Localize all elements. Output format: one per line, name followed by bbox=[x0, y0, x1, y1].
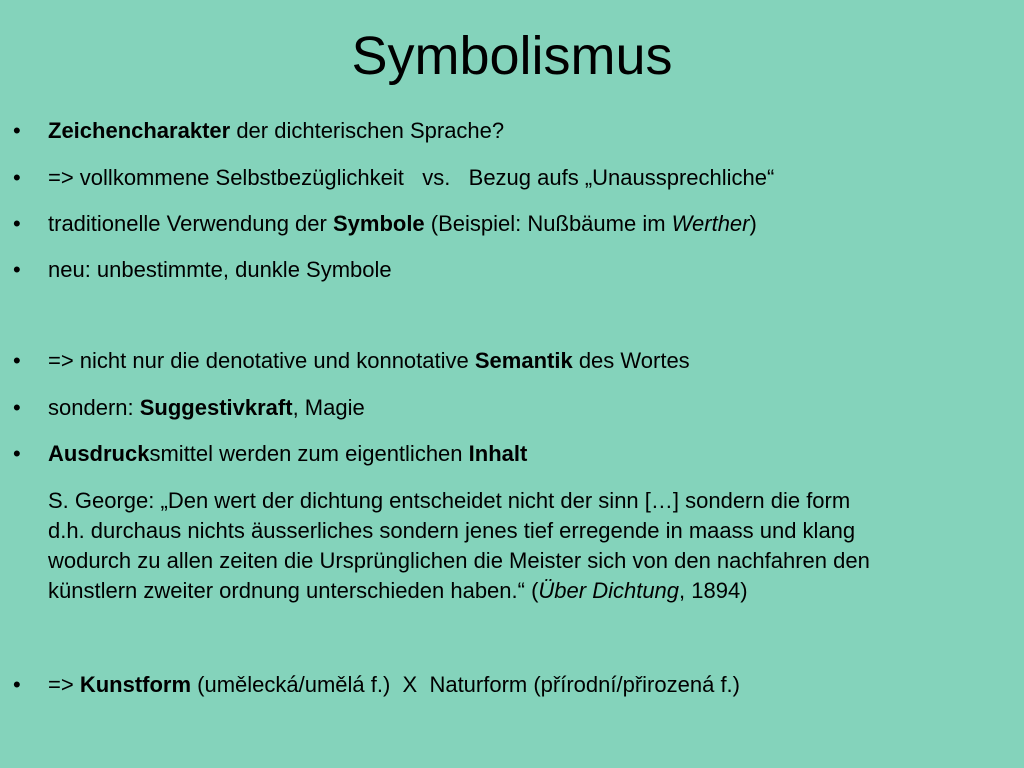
quote-line: d.h. durchaus nichts äusserliches sondern jenes tief erregende in maass und klang bbox=[48, 518, 856, 543]
bullet-text: smittel werden zum eigentlichen bbox=[149, 441, 469, 466]
bullet-marker: • bbox=[13, 165, 21, 190]
bullet-text-bold: Inhalt bbox=[468, 441, 528, 466]
bullet-text-italic: Werther bbox=[671, 211, 750, 236]
bullet-item bbox=[13, 116, 1008, 146]
bullet-text: traditionelle Verwendung der bbox=[48, 211, 333, 236]
bullet-marker: • bbox=[13, 441, 21, 466]
bullet-text-bold: Symbole bbox=[332, 211, 425, 236]
bullet-item bbox=[13, 393, 1008, 423]
bullet-marker: • bbox=[13, 395, 21, 420]
bullet-text: => nicht nur die denotative und konnotative bbox=[48, 348, 475, 373]
quote-text: , 1894) bbox=[679, 578, 748, 603]
bullet-marker: • bbox=[13, 348, 21, 373]
bullet-text-bold: Semantik bbox=[474, 348, 573, 373]
bullet-text: => vollkommene Selbstbezüglichkeit vs. Bezug aufs „Unaussprechliche“ bbox=[48, 165, 775, 190]
bullet-text-bold: Zeichencharakter bbox=[48, 118, 231, 143]
bullet-item bbox=[13, 439, 1008, 469]
quote-line: wodurch zu allen zeiten die Ursprünglichen die Meister sich von den nachfahren den bbox=[48, 548, 870, 573]
bullet-item bbox=[13, 670, 1008, 700]
bullet-marker: • bbox=[13, 672, 21, 697]
bullet-text-bold: Kunstform bbox=[79, 672, 192, 697]
bullet-item bbox=[13, 163, 1008, 193]
bullet-text-bold: Ausdruck bbox=[48, 441, 150, 466]
bullet-text: ) bbox=[749, 211, 757, 236]
bullet-text-bold: Suggestivkraft bbox=[139, 395, 293, 420]
quote-text: künstlern zweiter ordnung unterschieden haben.“ ( bbox=[48, 578, 539, 603]
bullet-text: (umělecká/umělá f.) X Naturform (přírodní/přirozená f.) bbox=[191, 672, 740, 697]
bullet-marker: • bbox=[13, 118, 21, 143]
bullet-text: neu: unbestimmte, dunkle Symbole bbox=[48, 257, 392, 282]
bullet-text: (Beispiel: Nußbäume im bbox=[424, 211, 672, 236]
bullet-marker: • bbox=[13, 211, 21, 236]
bullet-item bbox=[13, 346, 1008, 376]
bullet-item bbox=[13, 209, 1008, 239]
bullet-item bbox=[13, 255, 1008, 285]
quote-source-title: Über Dichtung bbox=[538, 578, 680, 603]
bullet-text: sondern: bbox=[48, 395, 140, 420]
bullet-marker: • bbox=[13, 257, 21, 282]
slide-title: Symbolismus bbox=[351, 26, 673, 86]
bullet-text: , Magie bbox=[292, 395, 365, 420]
bullet-text: der dichterischen Sprache? bbox=[230, 118, 505, 143]
quote-line: S. George: „Den wert der dichtung entscheidet nicht der sinn […] sondern die form bbox=[48, 488, 851, 513]
bullet-text: => bbox=[48, 672, 80, 697]
bullet-text: des Wortes bbox=[572, 348, 690, 373]
quote-line bbox=[48, 576, 1008, 606]
george-quote bbox=[48, 486, 1008, 606]
